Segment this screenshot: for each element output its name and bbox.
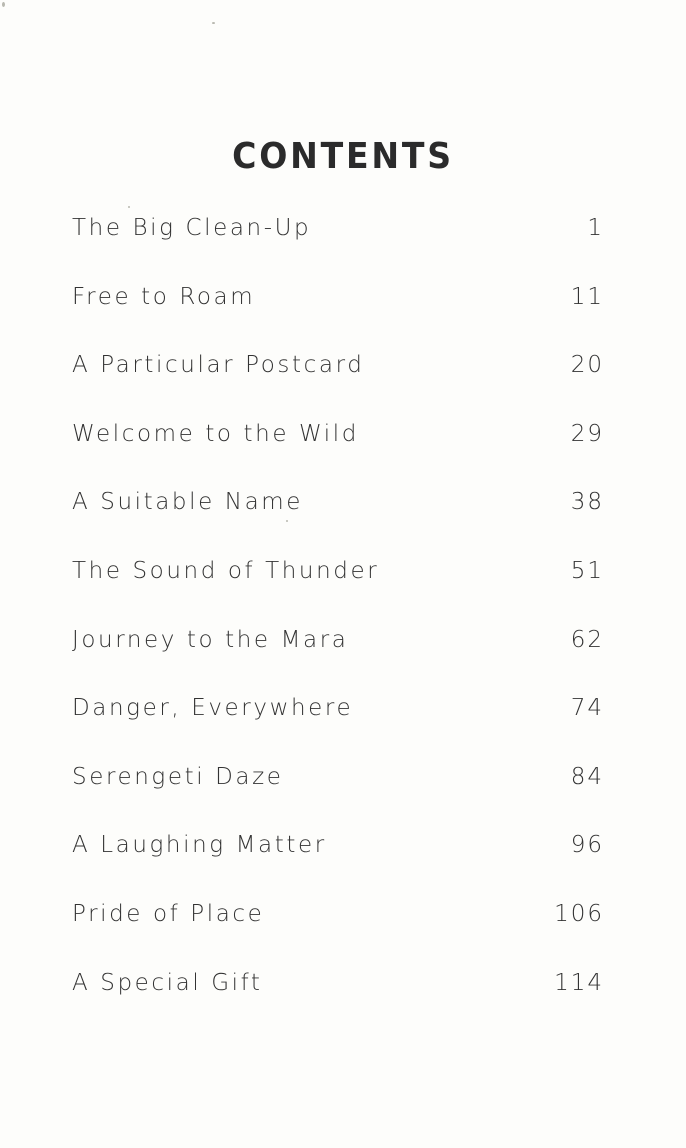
chapter-page-number: 84 [570,763,604,790]
toc-entry [72,761,604,830]
toc-entry [72,555,604,624]
chapter-title: Welcome to the Wild [72,420,359,447]
chapter-page-number: 51 [570,557,604,584]
chapter-title: Journey to the Mara [72,626,349,653]
paper-speck [212,22,215,24]
chapter-page-number: 114 [554,969,604,996]
chapter-page-number: 106 [554,900,604,927]
toc-entry [72,486,604,555]
chapter-title: A Particular Postcard [72,352,365,379]
chapter-title: The Sound of Thunder [72,557,380,584]
chapter-page-number: 96 [570,832,604,859]
table-of-contents [72,212,604,1035]
toc-entry [72,829,604,898]
paper-speck [2,2,5,7]
toc-entry [72,624,604,693]
chapter-page-number: 11 [570,283,604,310]
chapter-page-number: 1 [587,215,604,241]
chapter-title: A Laughing Matter [72,832,327,859]
chapter-page-number: 20 [570,352,604,379]
toc-entry [72,967,604,1036]
chapter-page-number: 29 [570,420,604,447]
chapter-title: A Suitable Name [72,489,304,516]
toc-entry [72,418,604,487]
toc-entry [72,692,604,761]
toc-entry [72,281,604,350]
chapter-title: The Big Clean-Up [72,215,312,241]
paper-speck [128,206,130,208]
chapter-page-number: 62 [570,626,604,653]
chapter-title: Free to Roam [72,283,256,310]
toc-entry [72,898,604,967]
toc-entry [72,212,604,281]
chapter-page-number: 38 [570,489,604,516]
chapter-title: A Special Gift [72,969,263,996]
toc-entry [72,349,604,418]
chapter-page-number: 74 [570,695,604,722]
contents-heading: CONTENTS [232,136,454,178]
chapter-title: Danger, Everywhere [72,695,354,722]
chapter-title: Serengeti Daze [72,763,284,790]
chapter-title: Pride of Place [72,900,265,927]
